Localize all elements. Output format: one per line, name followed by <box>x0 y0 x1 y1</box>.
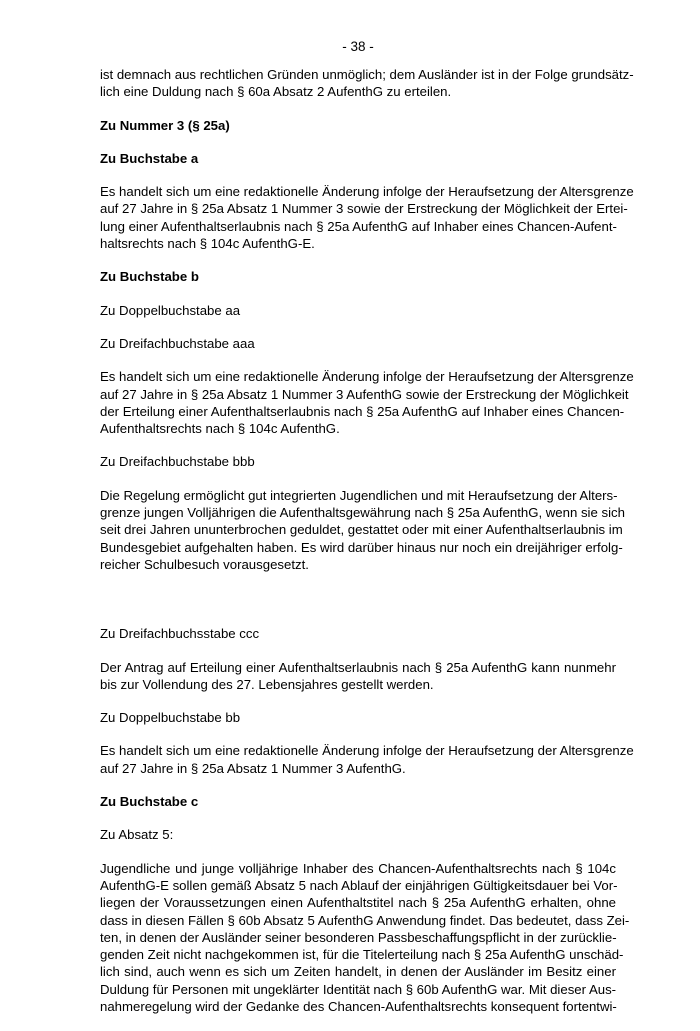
text-line: ist demnach aus rechtlichen Gründen unmöglich; dem Ausländer ist in der Folge grundsätz- <box>100 67 634 82</box>
text-line: Bundesgebiet aufgehalten haben. Es wird darüber hinaus nur noch ein dreijähriger erfolg- <box>100 539 623 555</box>
text-line: Es handelt sich um eine redaktionelle Änderung infolge der Heraufsetzung der Altersgrenze <box>100 743 634 759</box>
text-line: Es handelt sich um eine redaktionelle Änderung infolge der Heraufsetzung der Altersgrenze <box>100 184 634 200</box>
subheading: Zu Doppelbuchstabe aa <box>100 302 241 318</box>
text-line: auf 27 Jahre in § 25a Absatz 1 Nummer 3 AufenthG. <box>100 760 406 776</box>
text-line: lung einer Aufenthaltserlaubnis nach § 25a AufenthG auf Inhaber eines Chancen-Aufent- <box>100 218 617 234</box>
paragraph <box>100 183 634 252</box>
text-line: haltsrechts nach § 104c AufenthG-E. <box>100 236 315 252</box>
subheading: Zu Dreifachbuchstabe bbb <box>100 454 255 470</box>
section-heading: Zu Buchstabe b <box>100 269 199 285</box>
text-line: nahmeregelung wird der Gedanke des Chancen-Aufenthaltsrechts konsequent fortentwi- <box>100 998 617 1014</box>
paragraph <box>100 66 634 101</box>
text-line: dass in diesen Fällen § 60b Absatz 5 AufenthG Anwendung findet. Das bedeutet, dass Zei- <box>100 912 630 928</box>
text-line: liegen der Voraussetzungen einen Aufenthaltstitel nach § 25a AufenthG erhalten, ohne <box>100 895 616 911</box>
paragraph <box>100 860 630 1016</box>
page-number: - 38 - <box>342 39 374 54</box>
text-line: bis zur Vollendung des 27. Lebensjahres gestellt werden. <box>100 676 434 692</box>
section-heading: Zu Buchstabe a <box>100 150 199 166</box>
text-line: AufenthG-E sollen gemäß Absatz 5 nach Ablauf der einjährigen Gültigkeitsdauer bei Vor- <box>100 877 618 893</box>
paragraph <box>100 368 634 437</box>
section-heading: Zu Nummer 3 (§ 25a) <box>100 117 230 133</box>
text-line: lich sind, auch wenn es sich um Zeiten handelt, in denen der Ausländer im Besitz einer <box>100 964 616 980</box>
section-heading: Zu Buchstabe c <box>100 794 199 810</box>
text-line: ten, in denen der Ausländer seiner besonderen Passbeschaffungspflicht in der zurücklie- <box>100 929 617 945</box>
text-line: Jugendliche und junge volljährige Inhaber des Chancen-Aufenthaltsrechts nach § 104c <box>100 860 616 876</box>
text-line: Aufenthaltsrechts nach § 104c AufenthG. <box>100 421 340 437</box>
text-line: Der Antrag auf Erteilung einer Aufenthaltserlaubnis nach § 25a AufenthG kann nunmehr <box>100 659 616 675</box>
subheading: Zu Absatz 5: <box>100 827 174 843</box>
text-line: der Erteilung einer Aufenthaltserlaubnis nach § 25a AufenthG auf Inhaber eines Chancen- <box>100 403 625 419</box>
document-body <box>100 66 634 1031</box>
text-line: Es handelt sich um eine redaktionelle Änderung infolge der Heraufsetzung der Altersgrenze <box>100 369 634 385</box>
text-line: reicher Schulbesuch vorausgesetzt. <box>100 556 309 572</box>
text-line: auf 27 Jahre in § 25a Absatz 1 Nummer 3 sowie der Erstreckung der Möglichkeit der Ertei- <box>100 201 628 217</box>
text-line: lich eine Duldung nach § 60a Absatz 2 AufenthG zu erteilen. <box>100 84 452 100</box>
text-line: genden Zeit nicht nachgekommen ist, für die Titelerteilung nach § 25a AufenthG unschäd- <box>100 947 624 963</box>
text-line: Die Regelung ermöglicht gut integrierten Jugendlichen und mit Heraufsetzung der Alters- <box>100 487 618 503</box>
subheading: Zu Doppelbuchstabe bb <box>100 710 241 726</box>
text-line: seit drei Jahren ununterbrochen geduldet, gestattet oder mit einer Aufenthaltserlaubnis im <box>100 522 623 538</box>
text-line: auf 27 Jahre in § 25a Absatz 1 Nummer 3 AufenthG sowie der Erstreckung der Möglichkeit <box>100 386 629 402</box>
text-line: Duldung für Personen mit ungeklärter Identität nach § 60b AufenthG war. Mit dieser Aus- <box>100 981 617 997</box>
subheading: Zu Dreifachbuchsstabe ccc <box>100 626 260 642</box>
paragraph <box>100 742 634 777</box>
subheading: Zu Dreifachbuchstabe aaa <box>100 335 255 351</box>
text-line: grenze jungen Volljährigen die Aufenthaltsgewährung nach § 25a AufenthG, wenn sie sich <box>100 505 625 521</box>
paragraph <box>100 487 625 573</box>
paragraph <box>100 659 616 694</box>
